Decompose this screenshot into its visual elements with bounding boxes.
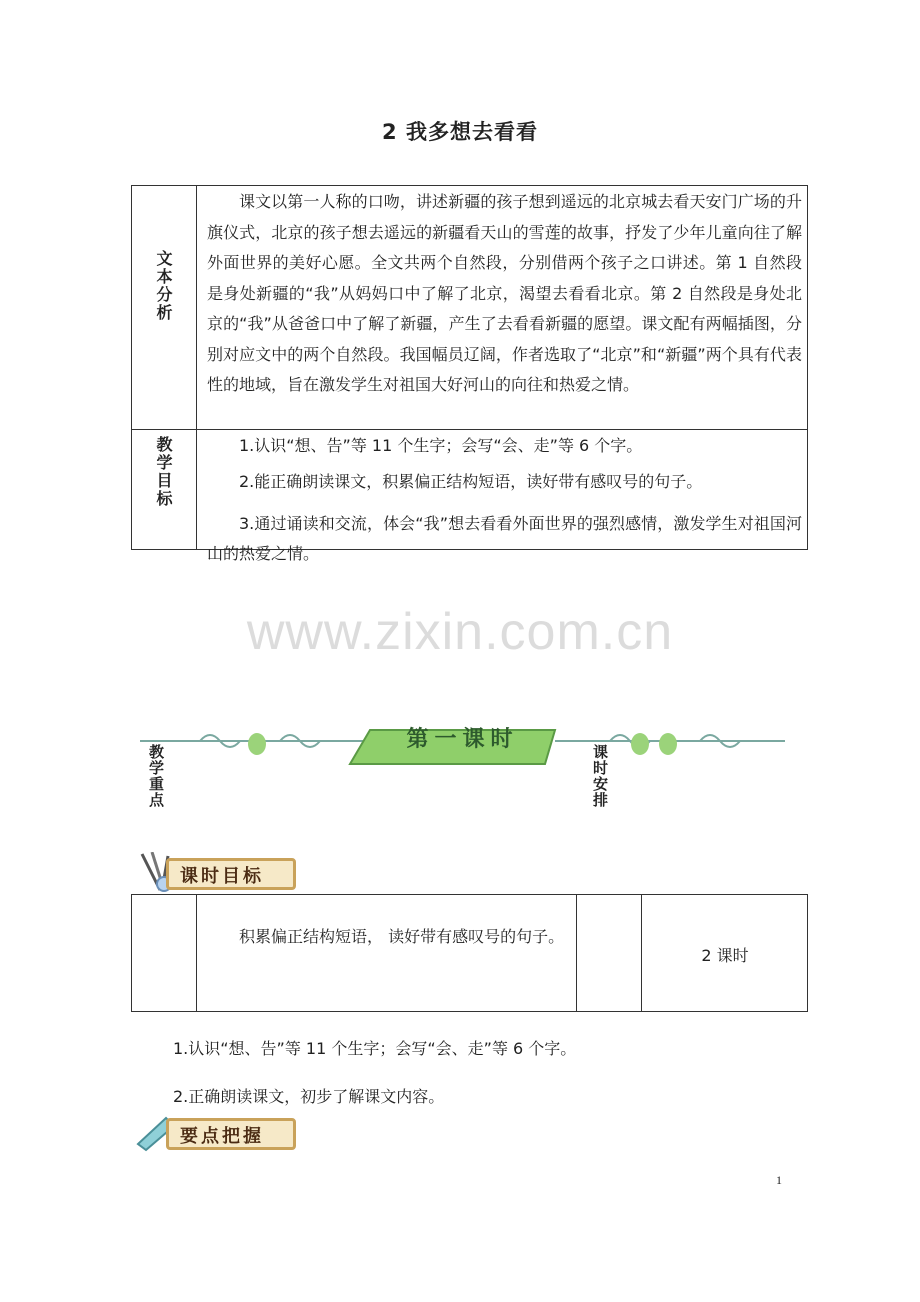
badge-text: 课时目标 [180,866,264,887]
page-title: 2 我多想去看看 [382,120,538,144]
table-divider [576,895,577,1011]
lesson-banner [140,720,785,770]
banner-text: 第一课时 [406,727,519,752]
table-divider [196,186,197,549]
focus-label: 教学重点 [147,744,165,808]
lesson-analysis-table [131,185,808,563]
watermark: www.zixin.com.cn [246,603,674,661]
goals-list [207,430,802,569]
goals-label: 教学目标 [154,436,173,508]
lesson-goal-item: 2.正确朗读课文，初步了解课文内容。 [173,1087,445,1106]
focus-text: 积累偏正结构短语， 读好带有感叹号的句子。 [239,927,565,946]
badge-text: 要点把握 [180,1126,264,1147]
key-points-badge [136,1112,301,1154]
goal-item: 1.认识“想、告”等 11 个生字；会写“会、走”等 6 个字。 [239,436,643,455]
analysis-label: 文本分析 [154,250,173,322]
schedule-label: 课时安排 [591,744,609,808]
analysis-text: 课文以第一人称的口吻，讲述新疆的孩子想到遥远的北京城去看天安门广场的升旗仪式，北京的孩子想去遥远的新疆看天山的雪莲的故事，抒发了少年儿童向往了解外面世界的美好心愿。全文共两个自然段，分别借两个孩子之口讲述。第 1 自然段是身处新疆的“我”从妈妈口中了解了北京，渴望去看看北京。第 2 自然段是身处北京的“我”从爸爸口中了解了新疆，产生了去看看新疆的愿望。课文配有两幅插图，分别对应文中的两个自然段。我国幅员辽阔，作者选取了“北京”和“新疆”两个具有代表性的地域，旨在激发学生对祖国大好河山的向往和热爱之情。 [207,192,802,394]
goal-item: 2.能正确朗读课文，积累偏正结构短语，读好带有感叹号的句子。 [239,472,703,491]
page-number: 1 [776,1173,782,1187]
lesson-goal-item: 1.认识“想、告”等 11 个生字；会写“会、走”等 6 个字。 [173,1039,577,1058]
lesson-goal-badge [136,852,301,894]
goal-item: 3.通过诵读和交流，体会“我”想去看看外面世界的强烈感情，激发学生对祖国河山的热爱之情。 [207,514,802,563]
lesson-focus-table [131,894,808,1012]
hours-text: 2 课时 [701,946,749,965]
table-divider [196,895,197,1011]
